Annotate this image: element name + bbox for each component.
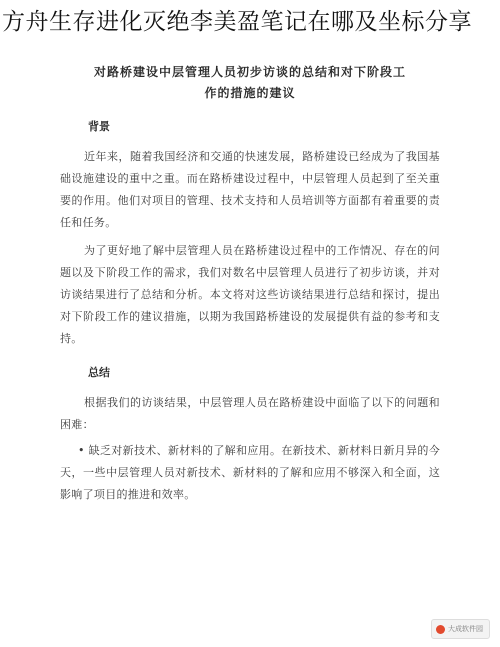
article-headline: 方舟生存进化灭绝李美盈笔记在哪及坐标分享 [2, 9, 472, 35]
watermark-badge [431, 619, 490, 639]
section-heading-summary: 总结 [88, 366, 110, 379]
section-heading-background: 背景 [88, 120, 110, 133]
paragraph: 为了更好地了解中层管理人员在路桥建设过程中的工作情况、存在的问题以及下阶段工作的需求，我们对数名中层管理人员进行了初步访谈，并对访谈结果进行了总结和分析。本文将对这些访谈结果进行总结和探讨，提出对下阶段工作的建议措施，以期为我国路桥建设的发展提供有益的参考和支持。 [60, 244, 440, 345]
bullet-item: • 缺乏对新技术、新材料的了解和应用。在新技术、新材料日新月异的今天，一些中层管理人员对新技术、新材料的了解和应用不够深入和全面，这影响了项目的推进和效率。 [60, 444, 440, 501]
document-page [60, 62, 440, 506]
document-title-line-1: 对路桥建设中层管理人员初步访谈的总结和对下阶段工 [93, 65, 406, 79]
watermark-text: 大成软件园 [448, 625, 483, 633]
document-title-line-2: 作的措施的建议 [204, 86, 296, 100]
paragraph: 近年来，随着我国经济和交通的快速发展，路桥建设已经成为了我国基础设施建设的重中之重。而在路桥建设过程中，中层管理人员起到了至关重要的作用。他们对项目的管理、技术支持和人员培训等方面都有着重要的责任和任务。 [60, 150, 440, 229]
paragraph: 根据我们的访谈结果，中层管理人员在路桥建设中面临了以下的问题和困难： [60, 396, 440, 431]
brand-logo-icon [436, 625, 445, 634]
